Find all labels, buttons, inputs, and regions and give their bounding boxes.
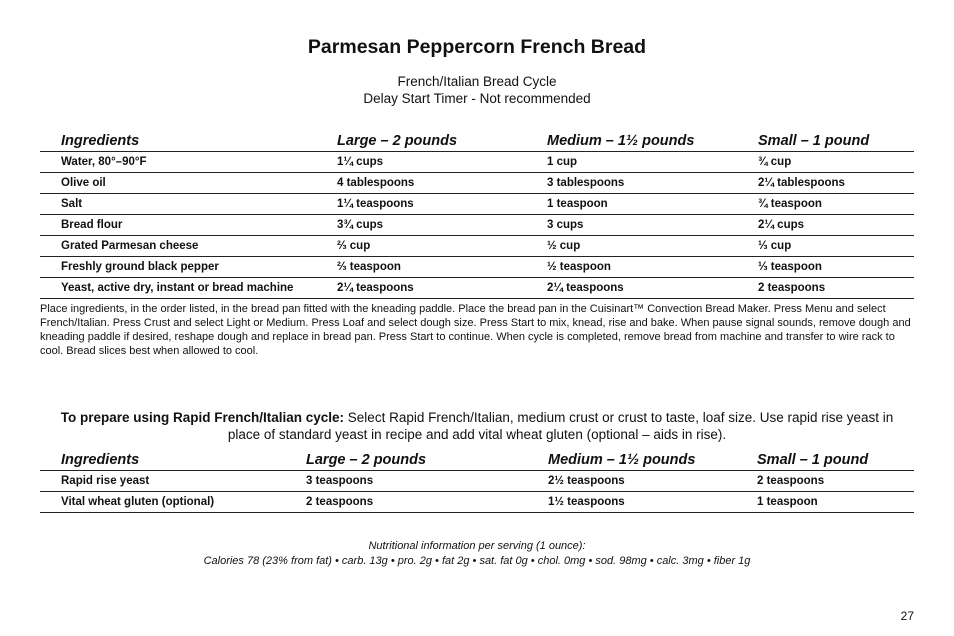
amount-small: ⅓ teaspoon: [758, 257, 914, 278]
table-row: [40, 152, 914, 173]
header-medium: Medium – 1½ pounds: [548, 446, 757, 471]
amount-small: 2¼ tablespoons: [758, 173, 914, 194]
amount-large: 1¼ cups: [337, 152, 547, 173]
amount-large: ⅔ cup: [337, 236, 547, 257]
amount-small: ¾ cup: [758, 152, 914, 173]
ingredient-name: Water, 80°–90°F: [40, 152, 337, 173]
amount-medium: 1½ teaspoons: [548, 492, 757, 513]
amount-large: ⅔ teaspoon: [337, 257, 547, 278]
amount-medium: 1 cup: [547, 152, 758, 173]
table-row: [40, 236, 914, 257]
header-ingredients: Ingredients: [40, 127, 337, 152]
ingredient-name: Yeast, active dry, instant or bread machine: [40, 278, 337, 299]
header-large: Large – 2 pounds: [337, 127, 547, 152]
ingredient-name: Vital wheat gluten (optional): [40, 492, 306, 513]
amount-medium: 2½ teaspoons: [548, 471, 757, 492]
rapid-cycle-lead: To prepare using Rapid French/Italian cycle:: [60, 410, 345, 425]
header-small: Small – 1 pound: [757, 446, 914, 471]
amount-small: 2 teaspoons: [757, 471, 914, 492]
amount-medium: 3 tablespoons: [547, 173, 758, 194]
rapid-ingredients-table: [40, 446, 914, 513]
amount-large: 2¼ teaspoons: [337, 278, 547, 299]
table-row: [40, 215, 914, 236]
ingredient-name: Bread flour: [40, 215, 337, 236]
table-header-row: [40, 446, 914, 471]
amount-small: 2 teaspoons: [758, 278, 914, 299]
amount-medium: 3 cups: [547, 215, 758, 236]
amount-large: 4 tablespoons: [337, 173, 547, 194]
ingredients-table: [40, 127, 914, 299]
amount-small: ¾ teaspoon: [758, 194, 914, 215]
baking-instructions: Place ingredients, in the order listed, in the bread pan fitted with the kneading paddle. Place the bread pan in the Cuisinart™ Convection Bread Maker. Press Menu and select French/Italian. Press Crust and select Light or Medium. Press Loaf and select dough size. Press Start to mix, knead, rise and bake. When pause signal sounds, remove dough and kneading paddle if desired, reshape dough and replace in bread pan. Press Start to continue. When cycle is completed, remove bread from machine and transfer to wire rack to cool. Bread slices best when allowed to cool.: [40, 303, 911, 357]
nutrition-values: Calories 78 (23% from fat) • carb. 13g • pro. 2g • fat 2g • sat. fat 0g • chol. 0mg • sod. 98mg • calc. 3mg • fiber 1g: [203, 555, 751, 567]
amount-medium: ½ teaspoon: [547, 257, 758, 278]
amount-medium: ½ cup: [547, 236, 758, 257]
amount-small: ⅓ cup: [758, 236, 914, 257]
table-row: [40, 492, 914, 513]
amount-small: 2¼ cups: [758, 215, 914, 236]
header-large: Large – 2 pounds: [306, 446, 548, 471]
header-small: Small – 1 pound: [758, 127, 914, 152]
amount-medium: 1 teaspoon: [547, 194, 758, 215]
table-row: [40, 278, 914, 299]
table-row: [40, 173, 914, 194]
page-number: 27: [900, 609, 914, 623]
rapid-cycle-text: Select Rapid French/Italian, medium crust or crust to taste, loaf size. Use rapid rise yeast in place of standard yeast in recipe and add vital wheat gluten (optional – aids in rise).: [227, 410, 894, 442]
ingredient-name: Freshly ground black pepper: [40, 257, 337, 278]
cycle-label: French/Italian Bread Cycle: [397, 74, 557, 89]
ingredient-name: Rapid rise yeast: [40, 471, 306, 492]
ingredient-name: Salt: [40, 194, 337, 215]
amount-large: 2 teaspoons: [306, 492, 548, 513]
amount-large: 3 teaspoons: [306, 471, 548, 492]
amount-small: 1 teaspoon: [757, 492, 914, 513]
table-row: [40, 471, 914, 492]
ingredient-name: Grated Parmesan cheese: [40, 236, 337, 257]
header-ingredients: Ingredients: [40, 446, 306, 471]
header-medium: Medium – 1½ pounds: [547, 127, 758, 152]
delay-timer-note: Delay Start Timer - Not recommended: [363, 91, 591, 106]
amount-large: 3¾ cups: [337, 215, 547, 236]
table-row: [40, 257, 914, 278]
table-row: [40, 194, 914, 215]
table-header-row: [40, 127, 914, 152]
ingredient-name: Olive oil: [40, 173, 337, 194]
rapid-cycle-note: [60, 409, 894, 443]
nutrition-heading: Nutritional information per serving (1 ounce):: [368, 540, 586, 552]
amount-medium: 2¼ teaspoons: [547, 278, 758, 299]
page-title: Parmesan Peppercorn French Bread: [307, 36, 647, 58]
amount-large: 1¼ teaspoons: [337, 194, 547, 215]
